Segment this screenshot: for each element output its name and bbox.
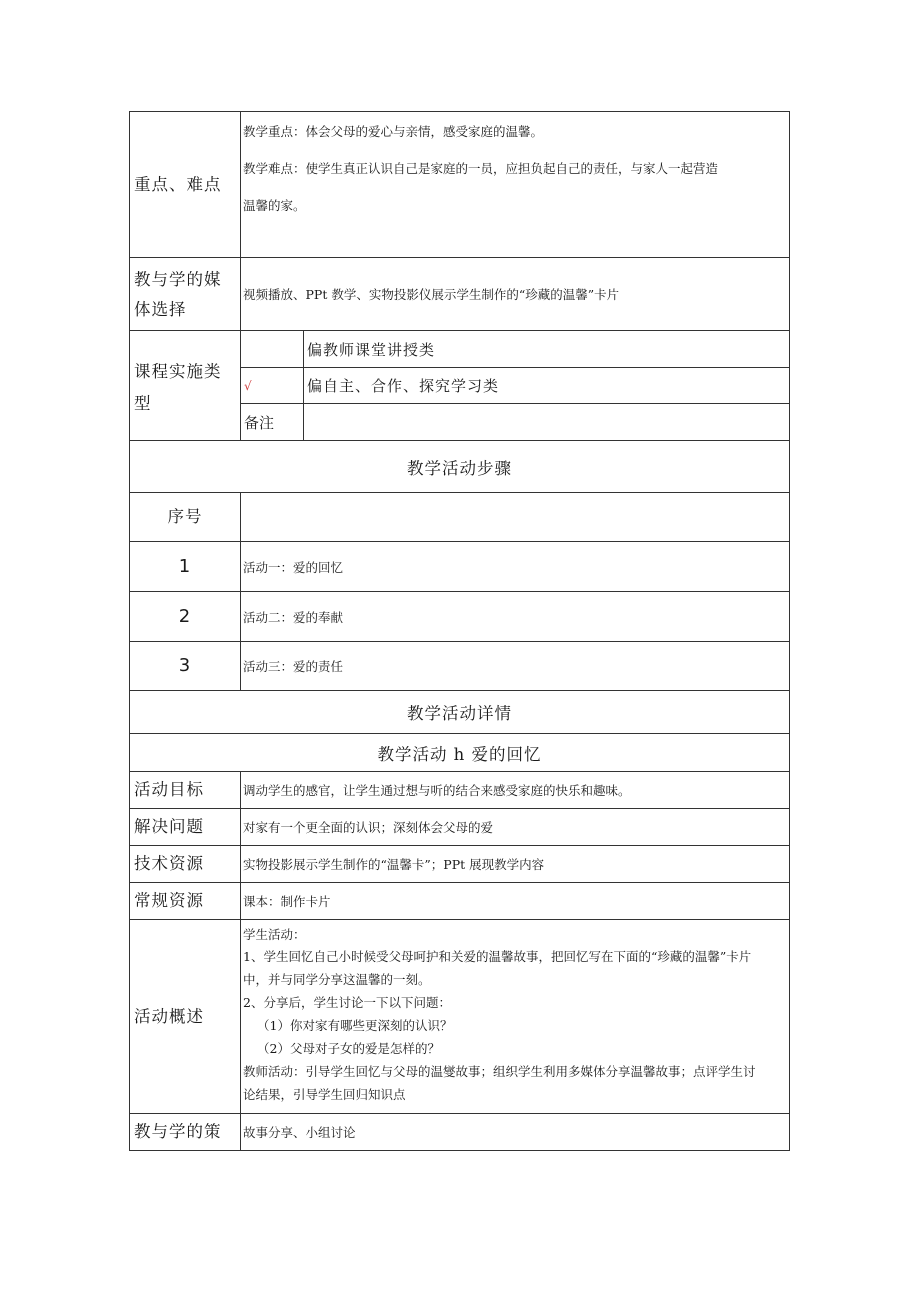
media-label-line1: 教与学的媒 — [134, 270, 222, 289]
course-type-label-line1: 课程实施类 — [134, 362, 222, 381]
teaching-difficulty-line1: 教学难点：使学生真正认识自己是家庭的一员，应担负起自己的责任，与家人一起营造 — [243, 161, 719, 176]
index-label: 序号 — [130, 493, 241, 541]
index-value — [241, 493, 789, 541]
media-label-line2: 体选择 — [134, 300, 187, 319]
activity-title-row — [129, 734, 790, 772]
strategy-value: 故事分享、小组讨论 — [243, 1125, 356, 1140]
key-points-row — [129, 111, 790, 258]
step-row-1 — [129, 542, 790, 592]
regular-label: 常规资源 — [130, 883, 241, 919]
problem-label: 解决问题 — [130, 809, 241, 845]
goal-row — [129, 772, 790, 809]
media-label — [130, 258, 241, 330]
media-row — [129, 258, 790, 331]
key-points-value — [241, 112, 789, 257]
step-1-number: 1 — [130, 542, 241, 591]
course-type-row — [129, 331, 790, 441]
course-type-label — [130, 331, 241, 440]
problem-value: 对家有一个更全面的认识；深刻体会父母的爱 — [243, 820, 494, 835]
overview-line-3: 中，并与同学分享这温馨的一刻。 — [243, 972, 431, 987]
strategy-row — [129, 1114, 790, 1151]
course-option-1 — [241, 331, 789, 368]
tech-row — [129, 846, 790, 883]
overview-line-6: （2）父母对子女的爱是怎样的？ — [257, 1041, 440, 1056]
overview-line-7: 教师活动：引导学生回忆与父母的温燮故事；组织学生利用多媒体分享温馨故事；点评学生讨 — [243, 1064, 756, 1079]
overview-line-2: 1、学生回忆自己小时候受父母呵护和关爱的温馨故事，把回忆写在下面的“珍藏的温馨”卡片 — [243, 949, 752, 964]
course-note-label: 备注 — [241, 404, 304, 440]
problem-row — [129, 809, 790, 846]
steps-index-row — [129, 493, 790, 542]
steps-heading-row — [129, 441, 790, 493]
course-note — [241, 404, 789, 440]
lesson-plan-table — [129, 111, 790, 1151]
overview-line-1: 学生活动： — [243, 927, 306, 942]
key-points-label: 重点、难点 — [130, 112, 241, 257]
overview-row — [129, 920, 790, 1114]
tech-label: 技术资源 — [130, 846, 241, 882]
goal-label: 活动目标 — [130, 772, 241, 808]
course-type-label-line2: 型 — [134, 394, 152, 413]
step-2-number: 2 — [130, 592, 241, 641]
steps-heading: 教学活动步骤 — [407, 458, 512, 478]
step-3-number: 3 — [130, 642, 241, 690]
overview-line-4: 2、分享后，学生讨论一下以下问题： — [243, 995, 451, 1010]
course-note-value — [304, 404, 789, 440]
strategy-label: 教与学的策 — [130, 1114, 241, 1150]
activity-title: 教学活动 h 爱的回忆 — [377, 744, 542, 764]
goal-value: 调动学生的感官，让学生通过想与听的结合来感受家庭的快乐和趣味。 — [243, 783, 631, 798]
step-row-3 — [129, 642, 790, 691]
overview-line-8: 论结果，引导学生回归知识点 — [243, 1087, 406, 1102]
step-3-text: 活动三：爱的责任 — [243, 659, 344, 674]
course-option-2-text: 偏自主、合作、探究学习类 — [307, 377, 500, 395]
overview-value — [241, 920, 789, 1113]
teaching-focus: 教学重点：体会父母的爱心与亲情，感受家庭的温馨。 — [243, 124, 544, 139]
course-option-1-mark — [241, 331, 304, 367]
regular-value: 课本：制作卡片 — [243, 894, 331, 909]
details-heading-row — [129, 691, 790, 734]
checkmark-icon: √ — [241, 368, 304, 403]
tech-value: 实物投影展示学生制作的“温馨卡”；PPt 展现教学内容 — [243, 857, 545, 872]
overview-label: 活动概述 — [130, 920, 241, 1113]
details-heading: 教学活动详情 — [407, 704, 512, 723]
media-value: 视频播放、PPt 教学、实物投影仪展示学生制作的“珍藏的温馨”卡片 — [243, 287, 620, 302]
teaching-difficulty-line2: 温馨的家。 — [243, 198, 306, 213]
course-option-2 — [241, 368, 789, 404]
course-option-1-text: 偏教师课堂讲授类 — [307, 340, 436, 359]
overview-line-5: （1）你对家有哪些更深刻的认识？ — [257, 1018, 453, 1033]
step-2-text: 活动二：爱的奉献 — [243, 609, 344, 625]
regular-row — [129, 883, 790, 920]
step-1-text: 活动一：爱的回忆 — [243, 559, 344, 575]
step-row-2 — [129, 592, 790, 642]
